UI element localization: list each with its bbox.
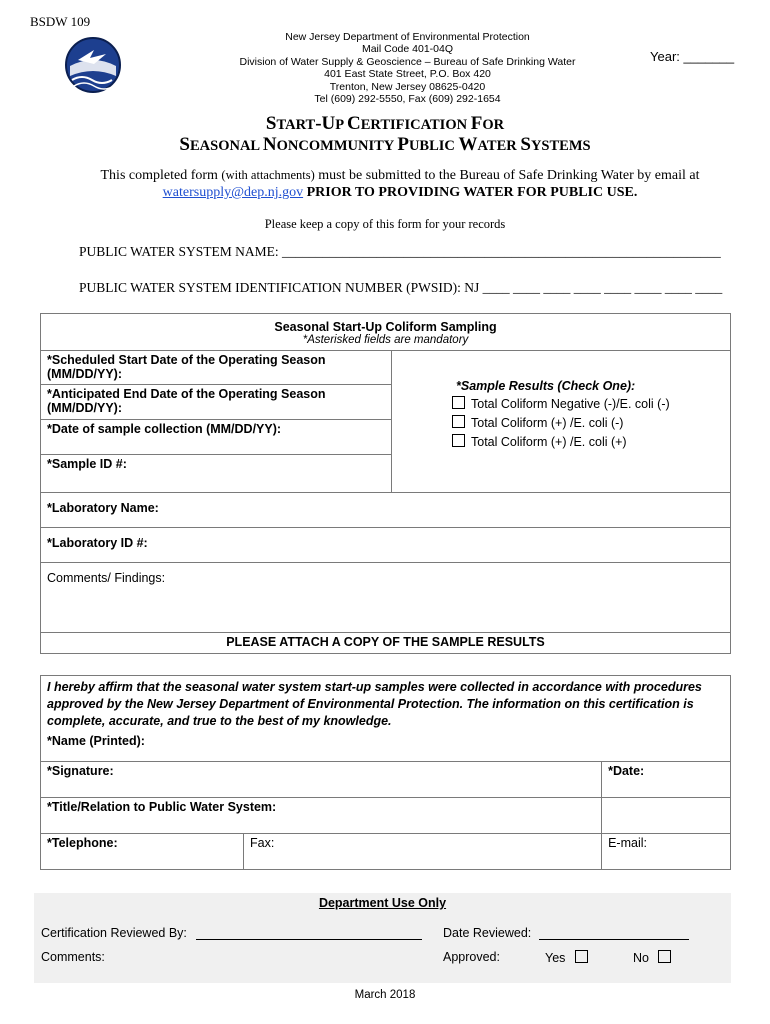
pwsid-field[interactable]: PUBLIC WATER SYSTEM IDENTIFICATION NUMBER (PWSID): NJ ____ ____ ____ ____ ____ ____ ____ ____ bbox=[79, 280, 723, 295]
sampling-subtitle: *Asterisked fields are mandatory bbox=[302, 334, 469, 346]
keep-copy-note: Please keep a copy of this form for your records bbox=[264, 217, 506, 231]
end-date-field[interactable]: *Anticipated End Date of the Operating Season (MM/DD/YY): bbox=[41, 385, 392, 420]
affirmation-cell bbox=[41, 676, 731, 762]
agency-header bbox=[200, 31, 615, 105]
agency-line: Division of Water Supply & Geoscience – Bureau of Safe Drinking Water bbox=[239, 55, 576, 68]
affirmation-table bbox=[40, 675, 731, 870]
checkbox-icon[interactable] bbox=[452, 396, 465, 409]
option-positive-ecoli-positive[interactable]: Total Coliform (+) /E. coli (+) bbox=[452, 434, 724, 449]
attach-notice: PLEASE ATTACH A COPY OF THE SAMPLE RESULTS bbox=[41, 633, 731, 654]
signature-field[interactable]: *Signature: bbox=[41, 762, 602, 798]
email-field[interactable]: E-mail: bbox=[602, 834, 731, 870]
form-title-line1: START-UP CERTIFICATION FOR bbox=[265, 113, 505, 134]
sample-results-title: *Sample Results (Check One): bbox=[456, 379, 636, 393]
intro-text: This completed form (with attachments) must be submitted to the Bureau of Safe Drinking Water by email at watersupply@dep.nj.gov PRIOR TO PROVIDING WATER FOR PUBLIC USE. bbox=[100, 168, 700, 200]
approved-no-option[interactable]: No bbox=[633, 950, 677, 965]
approved-label: Approved: bbox=[443, 950, 500, 964]
dept-comments-label: Comments: bbox=[41, 950, 105, 964]
sampling-title: Seasonal Start-Up Coliform Sampling bbox=[274, 320, 497, 334]
lab-name-field[interactable]: *Laboratory Name: bbox=[41, 493, 731, 528]
agency-line: 401 East State Street, P.O. Box 420 bbox=[324, 68, 491, 81]
year-field[interactable]: Year: _______ bbox=[650, 49, 735, 64]
form-title-line2: SEASONAL NONCOMMUNITY PUBLIC WATER SYSTEMS bbox=[179, 134, 591, 155]
sample-id-field[interactable]: *Sample ID #: bbox=[41, 455, 392, 493]
checkbox-icon[interactable] bbox=[575, 950, 588, 963]
agency-line: New Jersey Department of Environmental Protection bbox=[285, 31, 530, 43]
agency-line: Mail Code 401-04Q bbox=[361, 43, 454, 56]
collection-date-field[interactable]: *Date of sample collection (MM/DD/YY): bbox=[41, 420, 392, 455]
agency-line: Tel (609) 292-5550, Fax (609) 292-1654 bbox=[314, 93, 501, 106]
date-reviewed-field[interactable]: Date Reviewed: bbox=[443, 926, 689, 940]
name-printed-field[interactable]: *Name (Printed): bbox=[47, 734, 145, 748]
checkbox-icon[interactable] bbox=[452, 415, 465, 428]
lab-id-field[interactable]: *Laboratory ID #: bbox=[41, 528, 731, 563]
agency-line: Trenton, New Jersey 08625-0420 bbox=[329, 80, 486, 93]
reviewed-by-field[interactable]: Certification Reviewed By: bbox=[41, 926, 422, 940]
checkbox-icon[interactable] bbox=[452, 434, 465, 447]
email-link[interactable]: watersupply@dep.nj.gov bbox=[162, 185, 304, 200]
comments-field[interactable]: Comments/ Findings: bbox=[41, 563, 731, 633]
njdep-logo bbox=[64, 36, 122, 94]
department-use-header: Department Use Only bbox=[318, 896, 447, 910]
approved-yes-option[interactable]: Yes bbox=[545, 950, 594, 965]
sampling-header bbox=[41, 314, 731, 351]
start-date-field[interactable]: *Scheduled Start Date of the Operating Season (MM/DD/YY): bbox=[41, 351, 392, 385]
title-relation-blank[interactable] bbox=[602, 798, 731, 834]
affirmation-statement: I hereby affirm that the seasonal water system start-up samples were collected in accordance with procedures approved by the New Jersey Department of Environmental Protection. The information on this certification is complete, accurate, and true to the best of my knowledge. bbox=[47, 680, 702, 728]
pws-name-field[interactable]: PUBLIC WATER SYSTEM NAME: _________________________________________________________________ bbox=[79, 244, 721, 259]
department-use-section bbox=[34, 893, 731, 983]
sampling-table bbox=[40, 313, 731, 654]
form-id: BSDW 109 bbox=[30, 14, 91, 29]
option-negative[interactable]: Total Coliform Negative (-)/E. coli (-) bbox=[452, 396, 724, 411]
telephone-field[interactable]: *Telephone: bbox=[41, 834, 244, 870]
title-relation-field[interactable]: *Title/Relation to Public Water System: bbox=[41, 798, 602, 834]
checkbox-icon[interactable] bbox=[658, 950, 671, 963]
sample-results-group bbox=[392, 351, 731, 493]
fax-field[interactable]: Fax: bbox=[244, 834, 602, 870]
date-field[interactable]: *Date: bbox=[602, 762, 731, 798]
option-positive-ecoli-negative[interactable]: Total Coliform (+) /E. coli (-) bbox=[452, 415, 724, 430]
footer-date: March 2018 bbox=[354, 989, 416, 1001]
